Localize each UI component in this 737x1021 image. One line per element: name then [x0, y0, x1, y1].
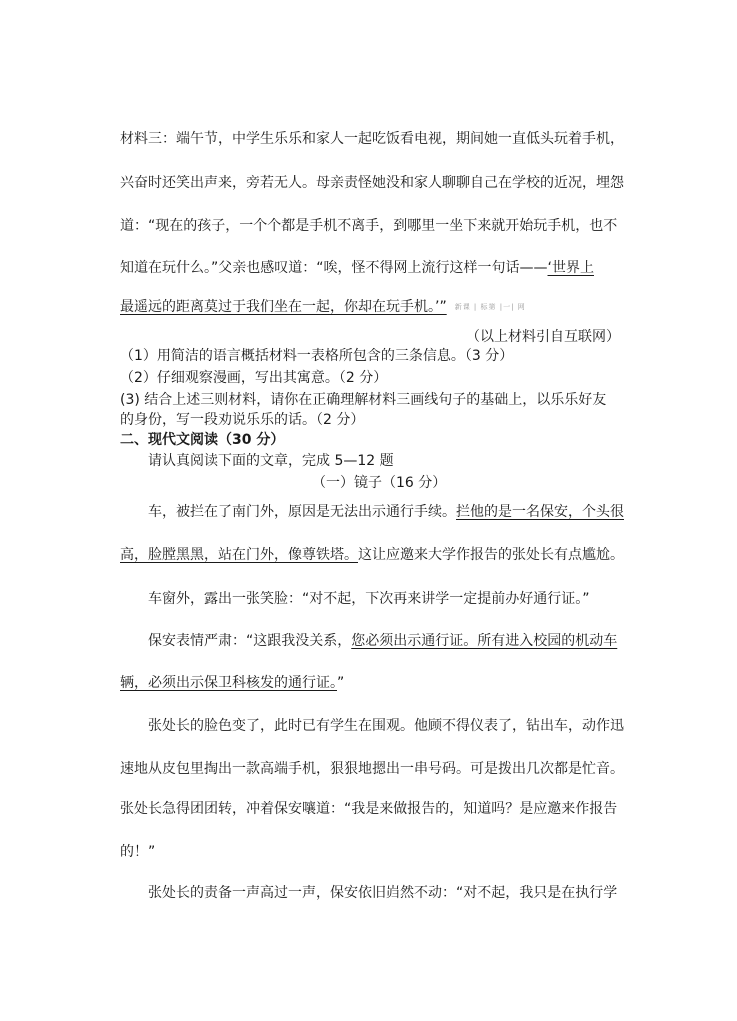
- question-3-line-2: 的身份，写一段劝说乐乐的话。（2 分）: [120, 412, 365, 428]
- story-p1-text: 车，被拦在了南门外，原因是无法出示通行手续。: [148, 504, 456, 520]
- story-p3-text: 保安表情严肃：“这跟我没关系，: [148, 633, 352, 649]
- story-p4-line-2: 速地从皮包里掏出一款高端手机，狠狠地摁出一串号码。可是拨出几次都是忙音。: [120, 761, 624, 777]
- question-3-line-1: (3) 结合上述三则材料，请你在正确理解材料三画线句子的基础上，以乐乐好友: [120, 392, 607, 408]
- story-p1-line-2: [120, 546, 624, 564]
- story-p3-line-1: [148, 632, 617, 650]
- underlined-sentence-end: 最遥远的距离莫过于我们坐在一起，你却在玩手机。’”: [120, 299, 447, 315]
- material3-line-4: [120, 259, 594, 277]
- underlined-phrase: 高，脸膛黑黑，站在门外，像尊铁塔。: [120, 547, 358, 563]
- underlined-phrase: 您必须出示通行证。所有进入校园的机动车: [351, 633, 618, 649]
- story-p3-line-2: [120, 674, 344, 692]
- material3-line-2: 兴奋时还笑出声来，旁若无人。母亲责怪她没和家人聊聊自己在学校的近况，埋怨: [120, 175, 624, 191]
- underlined-sentence-start: ‘世界上: [547, 260, 594, 276]
- material3-line-5: [120, 298, 526, 316]
- story-p5: 张处长的责备一声高过一声，保安依旧岿然不动：“对不起，我只是在执行学: [148, 885, 618, 901]
- question-1: （1）用简洁的语言概括材料一表格所包含的三条信息。（3 分）: [120, 348, 514, 364]
- story-p4-line-3: 张处长急得团团转，冲着保安嚷道：“我是来做报告的，知道吗？是应邀来作报告: [120, 801, 618, 817]
- section-instruction: 请认真阅读下面的文章，完成 5—12 题: [148, 453, 394, 469]
- story-p4-line-1: 张处长的脸色变了，此时已有学生在围观。他顾不得仪表了，钻出车，动作迅: [148, 718, 624, 734]
- underlined-phrase: 拦他的是一名保安，个头很: [456, 504, 624, 520]
- article-title: （一）镜子（16 分）: [312, 475, 447, 491]
- story-p4-line-4: 的！”: [120, 844, 156, 860]
- closing-quote: ”: [337, 675, 345, 691]
- material3-line-4-text: 知道在玩什么。”父亲也感叹道：“唉，怪不得网上流行这样一句话——: [120, 260, 548, 276]
- underlined-phrase: 辆，必须出示保卫科核发的通行证。: [120, 675, 337, 691]
- source-note: （以上材料引自互联网）: [466, 329, 620, 345]
- watermark: 新课 | 标第 |一| 网: [454, 303, 526, 311]
- material3-line-1: 材料三：端午节，中学生乐乐和家人一起吃饭看电视，期间她一直低头玩着手机，: [120, 131, 624, 147]
- story-p1-text: 这让应邀来大学作报告的张处长有点尴尬。: [358, 547, 624, 563]
- story-p1-line-1: [148, 503, 624, 521]
- material3-line-3: 道：“现在的孩子，一个个都是手机不离手，到哪里一坐下来就开始玩手机，也不: [120, 218, 618, 234]
- section-heading: 二、现代文阅读（30 分）: [120, 432, 285, 448]
- story-p2: 车窗外，露出一张笑脸：“对不起，下次再来讲学一定提前办好通行证。”: [148, 591, 590, 607]
- question-2: （2）仔细观察漫画，写出其寓意。（2 分）: [120, 370, 388, 386]
